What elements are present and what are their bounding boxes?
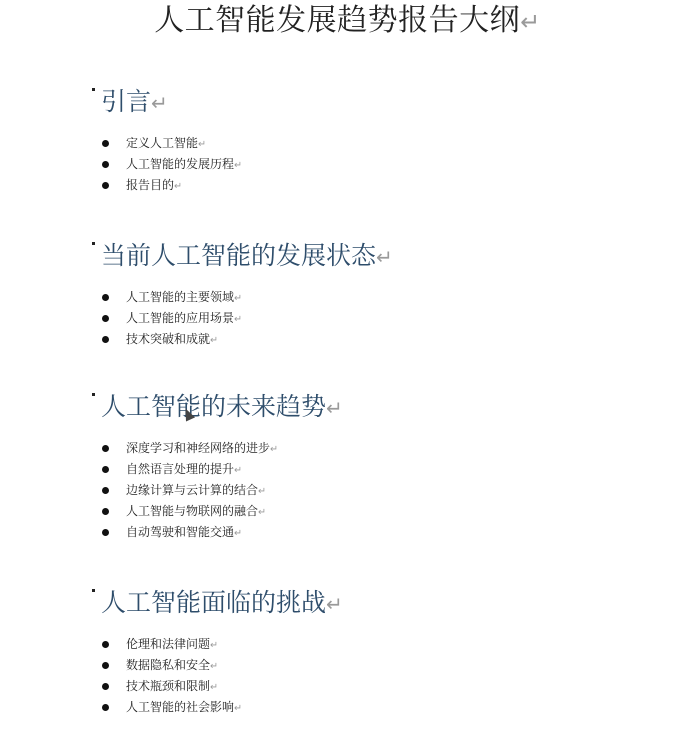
paragraph-mark-icon: ↵ — [376, 245, 393, 269]
bullet-list — [92, 634, 682, 718]
list-item[interactable] — [92, 697, 682, 718]
paragraph-mark-icon: ↵ — [234, 465, 243, 476]
list-item[interactable] — [92, 287, 682, 308]
list-item-text: 人工智能的发展历程 — [126, 157, 235, 171]
list-item[interactable] — [92, 459, 682, 480]
paragraph-mark-icon: ↵ — [151, 91, 168, 115]
list-item-text: 定义人工智能 — [126, 136, 199, 150]
bullet-icon — [102, 294, 109, 301]
bullet-icon — [102, 336, 109, 343]
list-item-text: 报告目的 — [126, 178, 175, 192]
heading-marker-icon — [92, 589, 95, 592]
bullet-icon — [102, 641, 109, 648]
bullet-list — [92, 133, 682, 196]
list-item[interactable] — [92, 438, 682, 459]
paragraph-mark-icon: ↵ — [270, 444, 279, 455]
list-item-text: 人工智能的应用场景 — [126, 311, 235, 325]
list-item-text: 数据隐私和安全 — [126, 658, 211, 672]
paragraph-mark-icon: ↵ — [234, 160, 243, 171]
paragraph-mark-icon: ↵ — [210, 661, 219, 672]
section-current-state — [92, 240, 682, 350]
list-item[interactable] — [92, 329, 682, 350]
paragraph-mark-icon: ↵ — [520, 8, 541, 36]
heading-text: 引言 — [101, 87, 152, 116]
section-heading[interactable] — [92, 86, 682, 119]
list-item[interactable] — [92, 634, 682, 655]
section-heading[interactable] — [92, 391, 682, 424]
bullet-list — [92, 287, 682, 350]
list-item-text: 技术瓶颈和限制 — [126, 679, 211, 693]
list-item[interactable] — [92, 655, 682, 676]
list-item[interactable] — [92, 522, 682, 543]
heading-text: 人工智能面临的挑战 — [101, 588, 327, 617]
bullet-list — [92, 438, 682, 543]
list-item-text: 人工智能与物联网的融合 — [126, 504, 259, 518]
document-title[interactable] — [0, 2, 695, 41]
list-item-text: 伦理和法律问题 — [126, 637, 211, 651]
bullet-icon — [102, 704, 109, 711]
list-item[interactable] — [92, 175, 682, 196]
list-item-text: 人工智能的主要领域 — [126, 290, 235, 304]
title-text: 人工智能发展趋势报告大纲 — [154, 3, 521, 38]
bullet-icon — [102, 466, 109, 473]
paragraph-mark-icon: ↵ — [234, 528, 243, 539]
paragraph-mark-icon: ↵ — [234, 314, 243, 325]
bullet-icon — [102, 662, 109, 669]
heading-marker-icon — [92, 242, 95, 245]
heading-text: 人工智能的未来趋势 — [101, 392, 327, 421]
paragraph-mark-icon: ↵ — [326, 592, 343, 616]
heading-text: 当前人工智能的发展状态 — [101, 241, 377, 270]
list-item-text: 人工智能的社会影响 — [126, 700, 235, 714]
heading-marker-icon — [92, 393, 95, 396]
paragraph-mark-icon: ↵ — [174, 181, 183, 192]
section-future-trends — [92, 391, 682, 543]
list-item-text: 边缘计算与云计算的结合 — [126, 483, 259, 497]
section-heading[interactable] — [92, 587, 682, 620]
section-heading[interactable] — [92, 240, 682, 273]
list-item[interactable] — [92, 480, 682, 501]
list-item[interactable] — [92, 154, 682, 175]
section-challenges — [92, 587, 682, 718]
list-item-text: 自动驾驶和智能交通 — [126, 525, 235, 539]
bullet-icon — [102, 182, 109, 189]
list-item[interactable] — [92, 308, 682, 329]
heading-marker-icon — [92, 88, 95, 91]
paragraph-mark-icon: ↵ — [234, 293, 243, 304]
list-item-text: 技术突破和成就 — [126, 332, 211, 346]
list-item[interactable] — [92, 501, 682, 522]
paragraph-mark-icon: ↵ — [210, 335, 219, 346]
list-item[interactable] — [92, 676, 682, 697]
bullet-icon — [102, 508, 109, 515]
bullet-icon — [102, 140, 109, 147]
paragraph-mark-icon: ↵ — [210, 682, 219, 693]
list-item[interactable] — [92, 133, 682, 154]
list-item-text: 自然语言处理的提升 — [126, 462, 235, 476]
section-introduction — [92, 86, 682, 196]
paragraph-mark-icon: ↵ — [258, 486, 267, 497]
paragraph-mark-icon: ↵ — [234, 703, 243, 714]
paragraph-mark-icon: ↵ — [210, 640, 219, 651]
paragraph-mark-icon: ↵ — [198, 139, 207, 150]
paragraph-mark-icon: ↵ — [258, 507, 267, 518]
list-item-text: 深度学习和神经网络的进步 — [126, 441, 271, 455]
bullet-icon — [102, 445, 109, 452]
bullet-icon — [102, 487, 109, 494]
bullet-icon — [102, 683, 109, 690]
bullet-icon — [102, 315, 109, 322]
bullet-icon — [102, 161, 109, 168]
paragraph-mark-icon: ↵ — [326, 396, 343, 420]
bullet-icon — [102, 529, 109, 536]
